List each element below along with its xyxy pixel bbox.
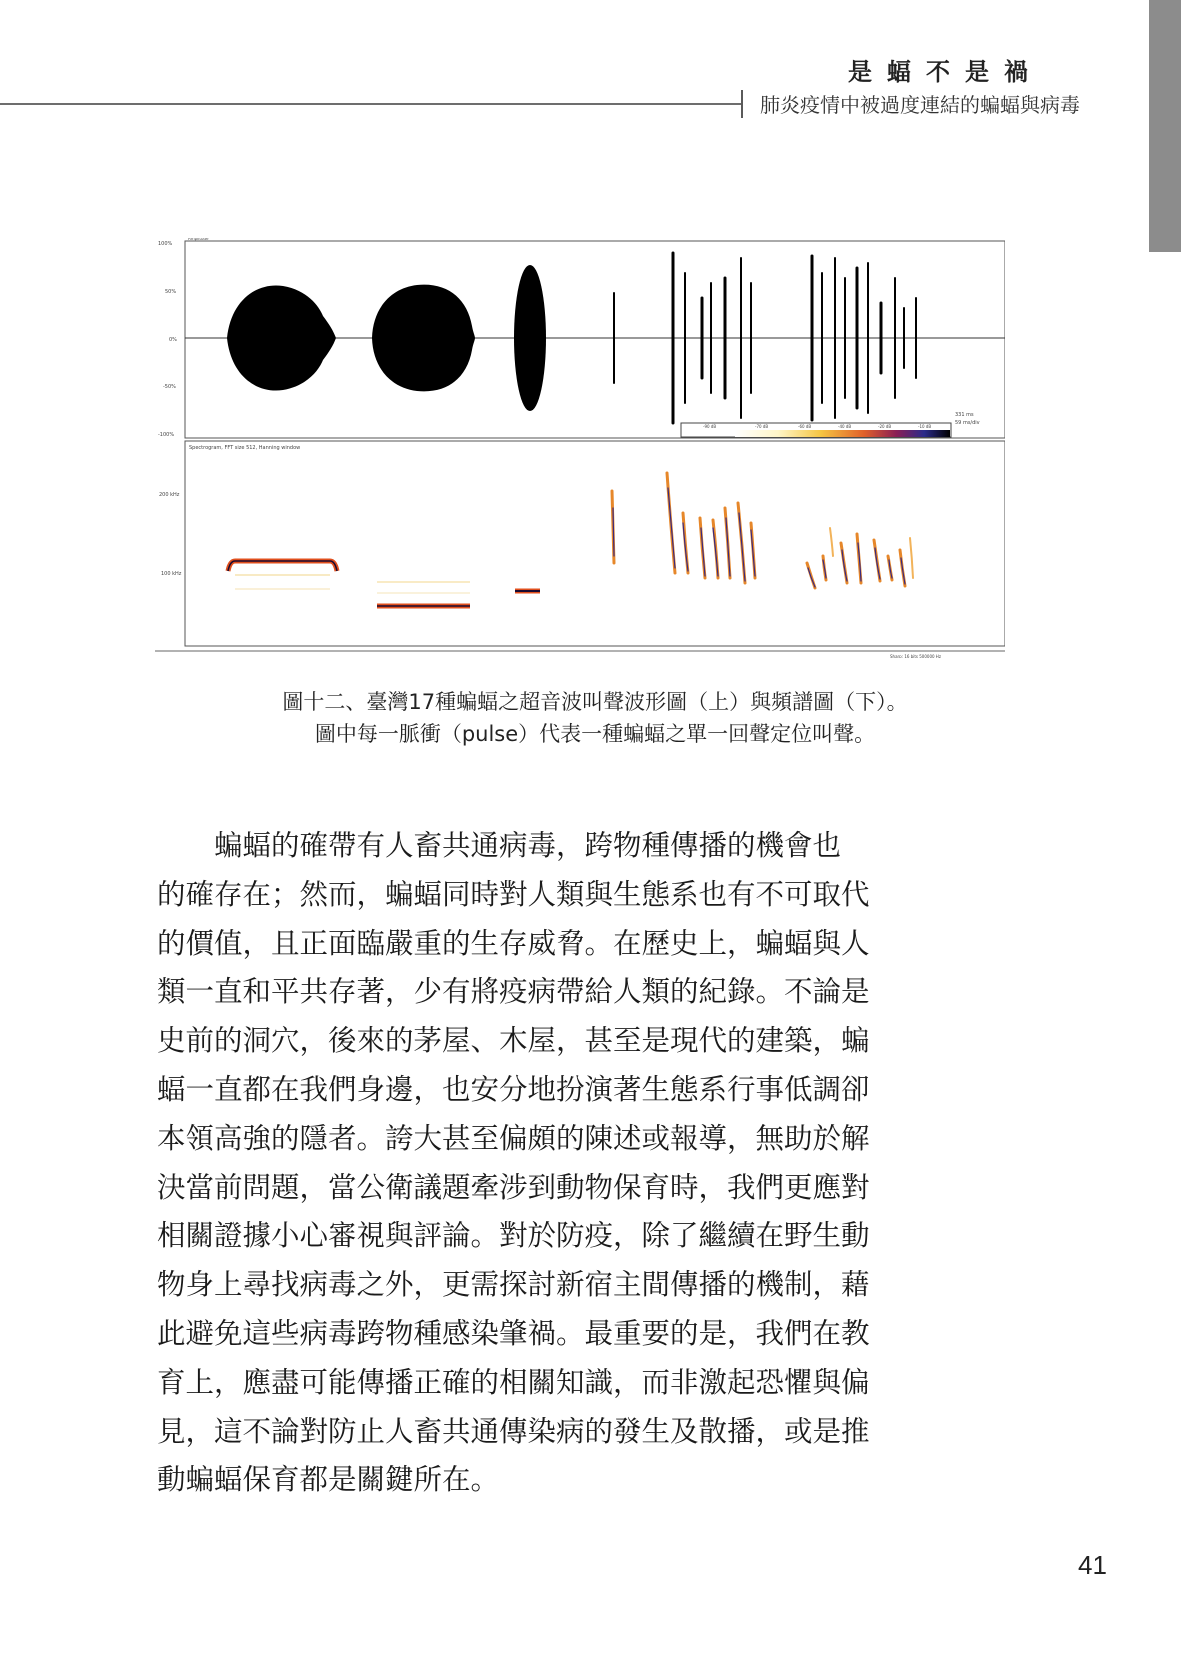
spectrogram-colorbar: [681, 423, 951, 437]
page-number: 41: [1078, 1550, 1107, 1580]
book-title: 是蝠不是禍: [848, 58, 1043, 86]
colorbar-tick: -20 dB: [878, 424, 892, 429]
spectrogram-panel: [159, 441, 1005, 646]
body-line: 本領高強的隱者。誇大甚至偏頗的陳述或報導，無助於解: [157, 1121, 870, 1155]
body-line: 蝠一直都在我們身邊，也安分地扮演著生態系行事低調卻: [157, 1072, 870, 1106]
waveform-tick: -100%: [158, 432, 175, 438]
colorbar-tick: -60 dB: [798, 424, 812, 429]
body-line: 此避免這些病毒跨物種感染肇禍。最重要的是，我們在教: [157, 1316, 870, 1350]
caption-line-2: 圖中每一脈衝（pulse）代表一種蝙蝠之單一回聲定位叫聲。: [314, 722, 876, 746]
body-paragraph: [157, 822, 917, 1505]
waveform-tick: 50%: [165, 289, 177, 295]
body-line: 見，這不論對防止人畜共通傳染病的發生及散播，或是推: [157, 1414, 870, 1448]
waveform-pulse-2: [372, 285, 475, 392]
bat-call-figure: [155, 238, 1005, 658]
body-line: 物身上尋找病毒之外，更需探討新宿主間傳播的機制，藉: [157, 1268, 870, 1302]
body-line: 史前的洞穴，後來的茅屋、木屋，甚至是現代的建築，蝙: [157, 1024, 870, 1058]
colorbar-tick: -40 dB: [838, 424, 852, 429]
body-line: 的價值，且正面臨嚴重的生存威脅。在歷史上，蝙蝠與人: [157, 926, 870, 960]
figure-footer-note: Sharp: 16 bits 500000 Hz: [890, 654, 941, 658]
book-subtitle: 肺炎疫情中被過度連結的蝙蝠與病毒: [760, 93, 1080, 117]
waveform-axis-label: Amplitude: [188, 238, 209, 241]
body-line: 育上，應盡可能傳播正確的相關知識，而非激起恐懼與偏: [157, 1365, 870, 1399]
colorbar-tick: -70 dB: [755, 424, 769, 429]
spectrogram-tick: 100 kHz: [161, 571, 182, 577]
colorbar-tick: -90 dB: [703, 424, 717, 429]
body-line: 相關證據小心審視與評論。對於防疫，除了繼續在野生動: [157, 1219, 870, 1253]
body-line: 類一直和平共存著，少有將疫病帶給人類的紀錄。不論是: [157, 975, 870, 1009]
waveform-tick: 0%: [169, 337, 177, 343]
figure-caption: [160, 686, 1030, 750]
waveform-panel: [158, 238, 1005, 438]
waveform-tick: 100%: [158, 241, 173, 247]
chapter-side-tab: [1149, 0, 1181, 252]
spectrogram-tick: 200 kHz: [159, 492, 180, 498]
header-separator: [741, 90, 743, 118]
caption-line-1: 圖十二、臺灣17種蝙蝠之超音波叫聲波形圖（上）與頻譜圖（下）。: [282, 690, 908, 714]
time-scale-label: 59 ms/div: [955, 420, 980, 426]
body-line: 決當前問題，當公衛議題牽涉到動物保育時，我們更應對: [157, 1170, 870, 1204]
colorbar-tick: -10 dB: [918, 424, 932, 429]
body-line: 動蝙蝠保育都是關鍵所在。: [157, 1463, 500, 1497]
body-line: 蝙蝠的確帶有人畜共通病毒，跨物種傳播的機會也: [157, 829, 842, 862]
body-line: 的確存在；然而，蝙蝠同時對人類與生態系也有不可取代: [157, 877, 870, 911]
header-rule: [0, 103, 741, 105]
spectrogram-label: Spectrogram, FFT size 512, Hanning window: [189, 445, 301, 451]
time-scale-label: 331 ms: [955, 412, 974, 418]
waveform-tick: -50%: [163, 384, 176, 390]
waveform-pulse-3: [514, 265, 546, 411]
